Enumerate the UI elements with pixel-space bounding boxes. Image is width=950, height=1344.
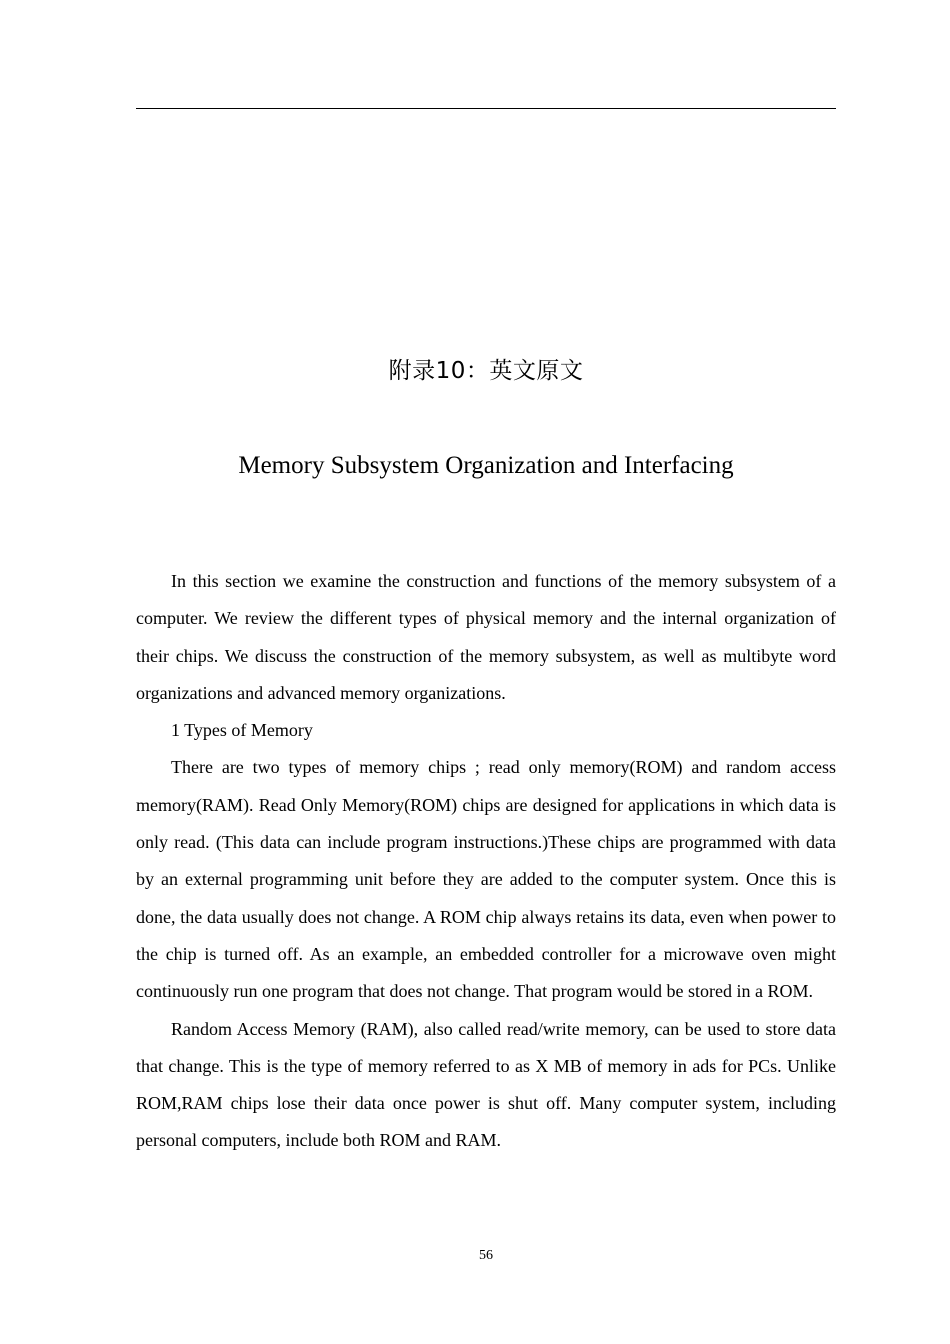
paragraph-rom: There are two types of memory chips ; read only memory(ROM) and random access memory(RAM). Read Only Memory(ROM) chips are designed for applications in which data is only read. (This data can include program instructions.)These chips are programmed with data by an external programming unit before they are added to the computer system. Once this is done, the data usually does not change. A ROM chip always retains its data, even when power to the chip is turned off. As an example, an embedded controller for a microwave oven might continuously run one program that does not change. That program would be stored in a ROM. bbox=[136, 757, 836, 1002]
page-number: 56 bbox=[479, 1248, 493, 1263]
paragraph-intro: In this section we examine the construction and functions of the memory subsystem of a computer. We review the different types of physical memory and the internal organization of their chips. We discuss the construction of the memory subsystem, as well as multibyte word organizations and advanced memory organizations. bbox=[136, 571, 836, 703]
body-text bbox=[136, 563, 836, 1160]
paper-title: Memory Subsystem Organization and Interfacing bbox=[238, 452, 734, 479]
appendix-title: 附录10：英文原文 bbox=[388, 358, 584, 384]
section-heading: 1 Types of Memory bbox=[171, 720, 313, 741]
header-rule bbox=[136, 108, 836, 109]
paragraph-ram: Random Access Memory (RAM), also called read/write memory, can be used to store data that change. This is the type of memory referred to as X MB of memory in ads for PCs. Unlike ROM,RAM chips lose their data once power is shut off. Many computer system, including personal computers, include both ROM and RAM. bbox=[136, 1018, 836, 1151]
